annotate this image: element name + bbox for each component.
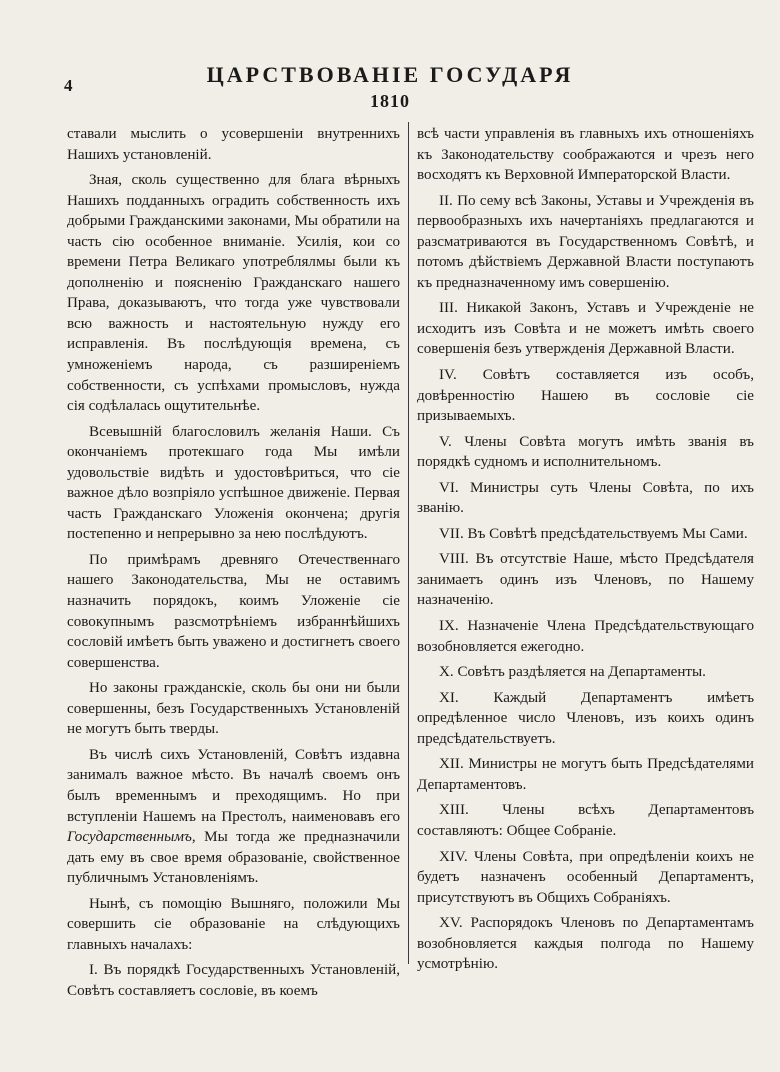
paragraph (67, 745, 400, 889)
article-viii: VIII. Въ отсутствіе Наше, мѣсто Предсѣдателя занимаетъ одинъ изъ Членовъ, по Нашему назначенію. (417, 551, 754, 609)
paragraph: Всевышній благословилъ желанія Наши. Съ окончаніемъ протекшаго года Мы имѣли удовольствіе видѣть и удостовѣриться, что сіе важное дѣло возпріяло успѣшное движеніе. Первая часть Гражданскаго Уложенія окончена; другія постепенно и непрерывно за нею послѣдуютъ. (67, 423, 400, 543)
italic-term: Государственнымъ (67, 829, 192, 846)
article-xi: XI. Каждый Департаментъ имѣетъ опредѣленное число Членовъ, изъ коихъ одинъ предсѣдательствуетъ. (417, 689, 754, 747)
year-heading: 1810 (370, 91, 410, 111)
right-column (417, 124, 754, 980)
paragraph: ставали мыслить о усовершеніи внутреннихъ Нашихъ установленій. (67, 126, 400, 163)
paragraph-text: , Мы тогда же предназначили дать ему въ свое время образованіе, свойственное публичнымъ Установленіямъ. (67, 829, 400, 887)
running-title: ЦАРСТВОВАНІЕ ГОСУДАРЯ (206, 62, 574, 87)
article-xii: XII. Министры не могутъ быть Предсѣдателями Департаментовъ. (417, 756, 754, 793)
article-v: V. Члены Совѣта могутъ имѣть званія въ порядкѣ судномъ и исполнительномъ. (417, 433, 754, 471)
article-x: X. Совѣтъ раздѣляется на Департаменты. (439, 664, 706, 681)
article-vii: VII. Въ Совѣтѣ предсѣдательствуемъ Мы Сами. (439, 525, 748, 542)
article-iii: III. Никакой Законъ, Уставъ и Учрежденіе не исходитъ изъ Совѣта и не можетъ имѣть своего совершенія безъ утвержденія Державной Власти. (417, 300, 754, 358)
page-number: 4 (64, 76, 73, 95)
paragraph: I. Въ порядкѣ Государственныхъ Установленій, Совѣтъ составляетъ сословіе, въ коемъ (67, 962, 400, 999)
paragraph: всѣ части управленія въ главныхъ ихъ отношеніяхъ къ Законодательству соображаются и чрезъ него восходятъ къ Верховной Императорской Власти. (417, 126, 754, 184)
article-xiv: XIV. Члены Совѣта, при опредѣленіи коихъ не будетъ назначенъ особенный Департаментъ, присутствуютъ въ Общихъ Собраніяхъ. (417, 848, 754, 906)
paragraph: Но законы гражданскіе, сколь бы они ни были совершенны, безъ Государственныхъ Установленій не могутъ быть тверды. (67, 680, 400, 738)
article-ix: IX. Назначеніе Члена Предсѣдательствующаго возобновляется ежегодно. (417, 618, 754, 655)
article-xiii: XIII. Члены всѣхъ Департаментовъ составляютъ: Общее Собраніе. (417, 802, 754, 839)
article-iv: IV. Совѣтъ составляется изъ особъ, довѣренностію Нашею въ сословіе сіе призываемыхъ. (417, 367, 754, 425)
article-xv: XV. Распорядокъ Членовъ по Департаментамъ возобновляется каждыя полгода по Нашему усмотрѣнію. (417, 915, 754, 973)
article-vi: VI. Министры суть Члены Совѣта, по ихъ званію. (417, 479, 754, 517)
article-ii: II. По сему всѣ Законы, Уставы и Учрежденія въ первообразныхъ ихъ начертаніяхъ предлагаются и разсматриваются въ Государственномъ Совѣтѣ, и потомъ дѣйствіемъ Державной Власти поступаютъ къ предназначенному имъ совершенію. (417, 192, 754, 291)
column-divider (408, 122, 409, 964)
left-column (67, 124, 400, 1006)
paragraph: Нынѣ, съ помощію Вышняго, положили Мы совершить сіе образованіе на слѣдующихъ главныхъ началахъ: (67, 895, 400, 953)
paragraph: По примѣрамъ древняго Отечественнаго нашего Законодательства, Мы не оставимъ назначить порядокъ, коимъ Уложеніе сіе совокупнымъ разсмотрѣніемъ избраннѣйшихъ сословій имѣетъ быть уважено и достигнетъ своего совершенства. (67, 551, 400, 671)
paragraph-text: Въ числѣ сихъ Установленій, Совѣтъ издавна занималъ важное мѣсто. Въ началѣ своемъ онъ былъ временнымъ и преходящимъ. Но при вступленіи Нашемъ на Престолъ, наименовавъ его (67, 746, 400, 825)
paragraph: Зная, сколь существенно для блага вѣрныхъ Нашихъ подданныхъ оградить собственность ихъ добрыми Гражданскими законами, Мы обратили на часть сію особенное вниманіе. Усилія, кои со времени Петра Великаго употреблялмы были къ дополненію и поясненію Гражданскаго нашего Права, доказываютъ, что тогда уже чувствовали всю важность и настоятельную нужду его исправленія. Въ послѣдующія времена, съ умноженіемъ народа, съ разширеніемъ собственности, съ успѣхами промысловъ, нужда сія содѣлалась ощутительнѣе. (67, 172, 400, 415)
